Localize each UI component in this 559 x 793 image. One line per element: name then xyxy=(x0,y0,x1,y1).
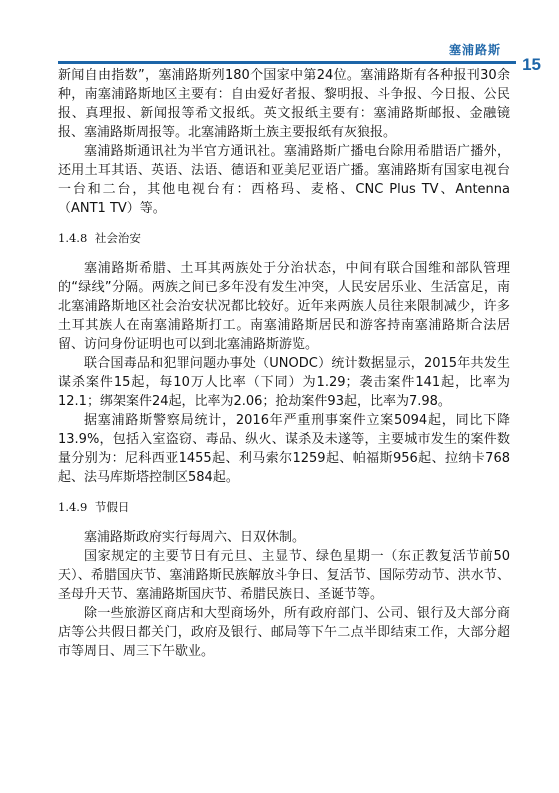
section-heading-public-security xyxy=(58,229,510,247)
section-number: 1.4.9 xyxy=(58,500,88,514)
paragraph-press: 新闻自由指数”，塞浦路斯列180个国家中第24位。塞浦路斯有各种报刊30余种，南塞浦路斯地区主要有：自由爱好者报、黎明报、斗争报、今日报、公民报、真理报、新闻报等希文报纸。英文报纸主要有：塞浦路斯邮报、金融镜报、塞浦路斯周报等。北塞浦路斯土族主要报纸有灰狼报。 xyxy=(58,68,510,140)
paragraph-business-hours: 除一些旅游区商店和大型商场外，所有政府部门、公司、银行及大部分商店等公共假日都关门，政府及银行、邮局等下午二点半即结束工作，大部分超市等周日、周三下午歇业。 xyxy=(58,606,510,659)
section-number: 1.4.8 xyxy=(58,231,88,245)
section-heading-holidays xyxy=(58,498,510,516)
paragraph-unodc-statistics: 联合国毒品和犯罪问题办事处（UNODC）统计数据显示，2015年共发生谋杀案件15起，每10万人比率（下同）为1.29；袭击案件141起，比率为12.1；绑架案件24起，比率为2.06；抢劫案件93起，比率为7.98。 xyxy=(58,356,510,409)
paragraph-police-statistics: 据塞浦路斯警察局统计，2016年严重刑事案件立案5094起，同比下降13.9%，包括入室盗窃、毒品、纵火、谋杀及未遂等，主要城市发生的案件数量分别为：尼科西亚1455起、利马索尔1259起、帕福斯956起、拉纳卡768起、法马库斯塔控制区584起。 xyxy=(58,413,510,485)
section-title: 节假日 xyxy=(94,500,130,514)
paragraph-security-overview: 塞浦路斯希腊、土耳其两族处于分治状态，中间有联合国维和部队管理的“绿线”分隔。两族之间已多年没有发生冲突，人民安居乐业、生活富足，南北塞浦路斯地区社会治安状况都比较好。近年来两族人员往来限制减少，许多土耳其族人在南塞浦路斯打工。南塞浦路斯居民和游客持南塞浦路斯合法居留、访问身份证明也可以到北塞浦路斯游览。 xyxy=(58,261,510,352)
paragraph-holiday-list: 国家规定的主要节日有元旦、主显节、绿色星期一（东正教复活节前50天）、希腊国庆节、塞浦路斯民族解放斗争日、复活节、国际劳动节、洪水节、圣母升天节、塞浦路斯国庆节、希腊民族日、圣诞节等。 xyxy=(58,549,510,602)
paragraph-broadcast: 塞浦路斯通讯社为半官方通讯社。塞浦路斯广播电台除用希腊语广播外，还用土耳其语、英语、法语、德语和亚美尼亚语广播。塞浦路斯有国家电视台一台和二台，其他电视台有：西格玛、麦格、CNC Plus TV、Antenna（ANT1 TV）等。 xyxy=(58,144,510,216)
page-body xyxy=(58,66,510,661)
running-header-title: 塞浦路斯 xyxy=(448,43,501,57)
section-title: 社会治安 xyxy=(94,231,141,245)
header-rule xyxy=(58,61,516,64)
page-number: 15 xyxy=(522,55,541,74)
paragraph-weekend: 塞浦路斯政府实行每周六、日双休制。 xyxy=(84,530,306,545)
